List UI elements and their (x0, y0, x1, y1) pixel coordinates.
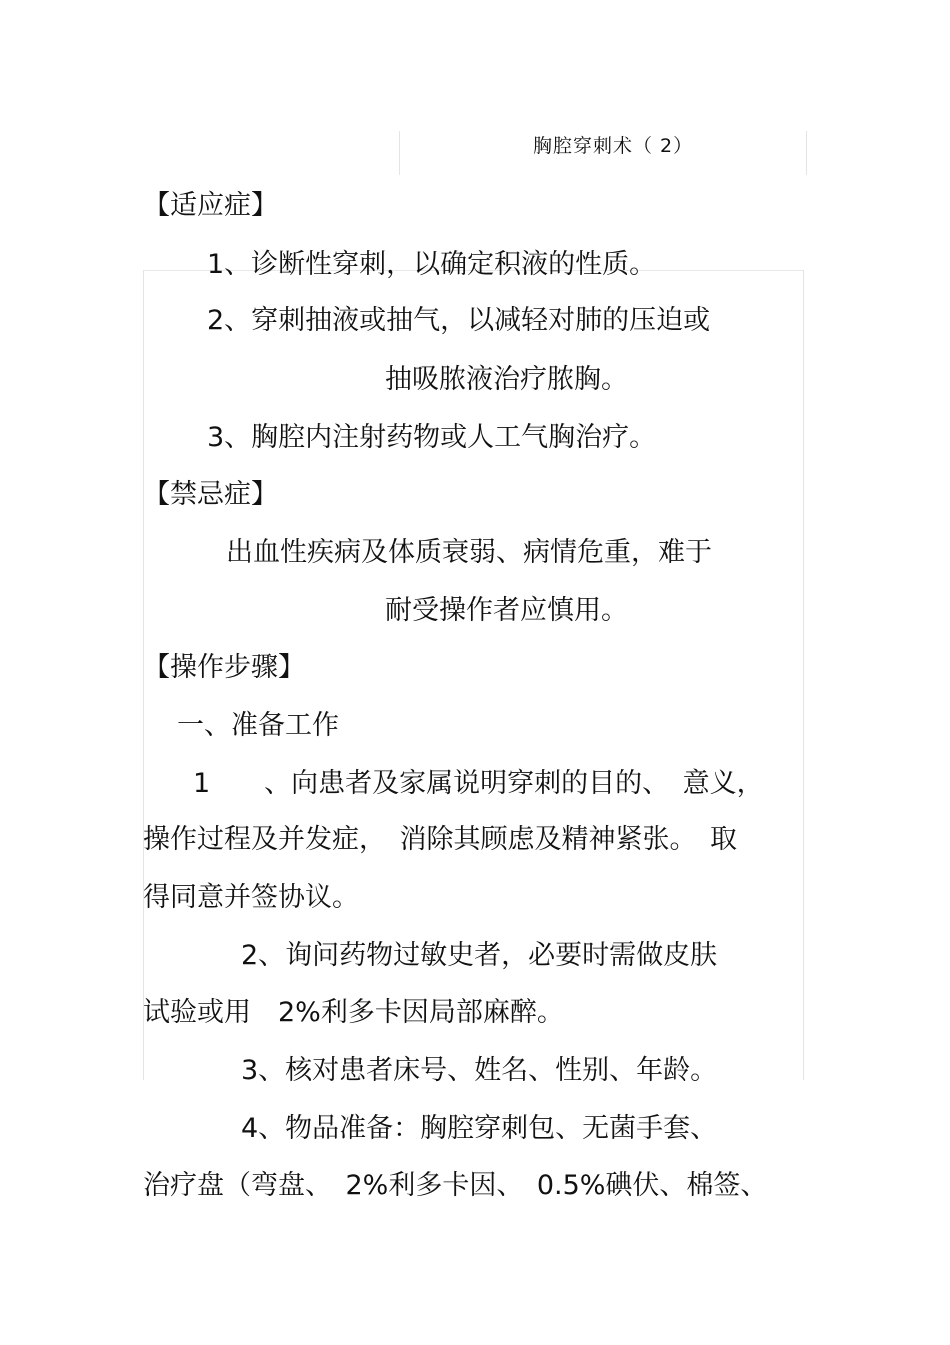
indications-heading: 【适应症】 (143, 190, 278, 221)
procedure-line-6: 3、核对患者床号、姓名、性别、年龄。 (241, 1055, 718, 1086)
header-right-rule (806, 131, 807, 175)
contraindications-heading: 【禁忌症】 (143, 479, 278, 510)
indication-item-1: 1、诊断性穿刺，以确定积液的性质。 (207, 249, 657, 280)
procedure-heading: 【操作步骤】 (143, 652, 305, 683)
procedure-line-2: 操作过程及并发症， 消除其顾虑及精神紧张。 取 (143, 824, 737, 855)
procedure-line-3: 得同意并签协议。 (143, 882, 359, 913)
contraindication-text-1: 出血性疾病及体质衰弱、病情危重，难于 (226, 537, 712, 568)
procedure-line-5: 试验或用 2%利多卡因局部麻醉。 (143, 997, 564, 1028)
header-left-rule (399, 131, 400, 175)
page-title: 胸腔穿刺术（ 2） (533, 135, 694, 157)
procedure-line-4: 2、询问药物过敏史者，必要时需做皮肤 (241, 940, 718, 971)
contraindication-text-2: 耐受操作者应慎用。 (385, 595, 628, 626)
frame-right-rule (803, 270, 804, 1080)
indication-item-2-cont: 抽吸脓液治疗脓胸。 (385, 364, 628, 395)
procedure-line-1: 1 、向患者及家属说明穿刺的目的、 意义， (193, 768, 764, 799)
procedure-subheading: 一、准备工作 (177, 710, 339, 741)
procedure-line-8: 治疗盘（弯盘、 2%利多卡因、 0.5%碘伏、棉签、 (143, 1170, 768, 1201)
indication-item-2: 2、穿刺抽液或抽气，以减轻对肺的压迫或 (207, 305, 711, 336)
procedure-line-7: 4、物品准备：胸腔穿刺包、无菌手套、 (241, 1113, 718, 1144)
indication-item-3: 3、胸腔内注射药物或人工气胸治疗。 (207, 422, 657, 453)
